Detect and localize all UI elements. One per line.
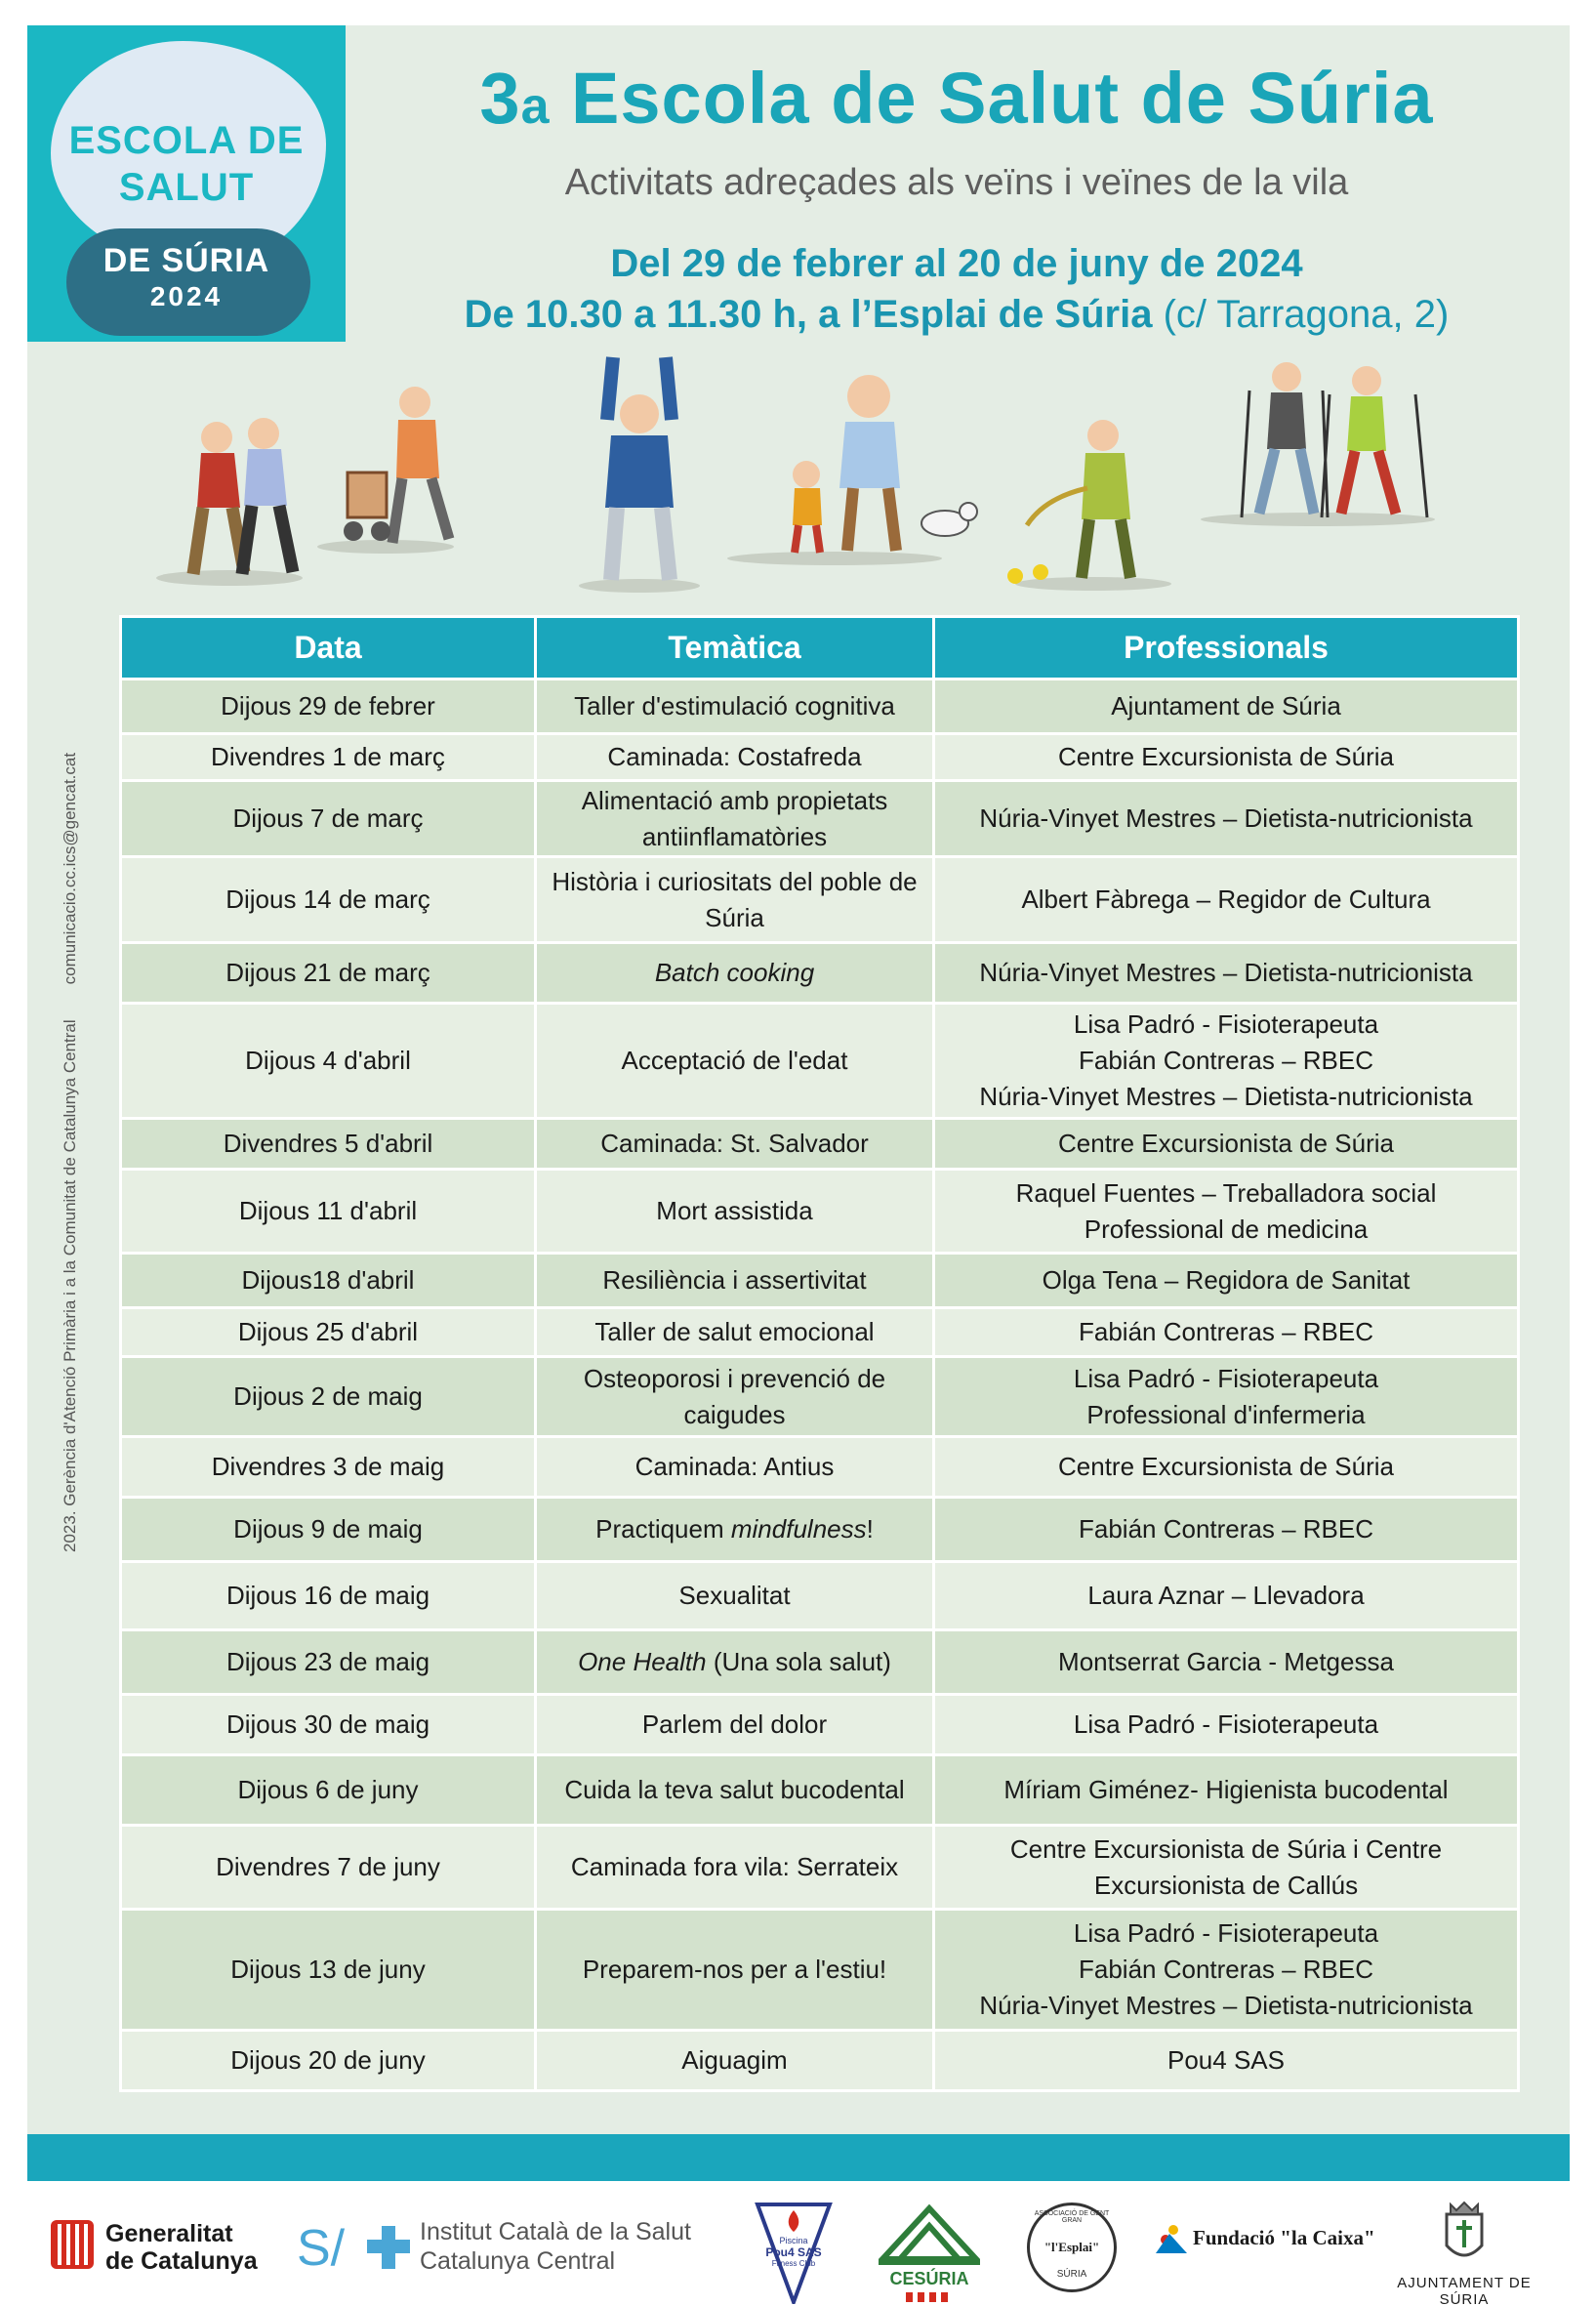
professional-name: Professional de medicina [1084,1214,1369,1244]
ics-line-1: Institut Català de la Salut [420,2218,691,2245]
row-professionals [934,1562,1519,1630]
logo-year: 2024 [149,281,224,311]
row-date: Divendres 3 de maig [121,1437,536,1498]
page-title [371,57,1542,140]
pou4-line-3: Fitness Club [771,2259,816,2268]
row-topic: Osteoporosi i prevenció de caigudes [536,1357,934,1437]
professional-name: Míriam Giménez- Higienista bucodental [1003,1775,1449,1805]
table-row [121,857,1519,943]
logo-line-3: DE SÚRIA [102,242,270,279]
row-date: Divendres 1 de març [121,734,536,781]
table-row [121,1437,1519,1498]
ics-symbol-icon [295,2216,416,2275]
table-row [121,1695,1519,1755]
ajuntament-label: AJUNTAMENT DE SÚRIA [1397,2275,1532,2306]
topic-italic: One Health [578,1647,707,1677]
row-date: Divendres 7 de juny [121,1826,536,1910]
professional-name: Núria-Vinyet Mestres – Dietista-nutricionista [979,803,1473,834]
row-topic: Acceptació de l'edat [536,1004,934,1119]
row-topic: Caminada fora vila: Serrateix [536,1826,934,1910]
row-professionals [934,734,1519,781]
row-topic: Mort assistida [536,1170,934,1254]
table-row [121,1755,1519,1826]
row-professionals [934,1498,1519,1562]
senyera-icon [51,2220,94,2269]
table-header-row [121,617,1519,679]
table-row [121,734,1519,781]
logo-line-1: ESCOLA DE [68,119,305,162]
professional-name: Albert Fàbrega – Regidor de Cultura [1021,885,1431,915]
table-row [121,1630,1519,1695]
gent-gran-ring-text: ASSOCIACIÓ DE GENT GRAN [1034,2210,1110,2224]
row-topic: Aiguagim [536,2031,934,2091]
table-row [121,1562,1519,1630]
row-topic: Cuida la teva salut bucodental [536,1755,934,1826]
venue-address: (c/ Tarragona, 2) [1152,293,1450,336]
row-professionals [934,1826,1519,1910]
row-date: Dijous 30 de maig [121,1695,536,1755]
professional-name: Lisa Padró - Fisioterapeuta [1073,1709,1379,1740]
sponsor-footer [0,2181,1596,2306]
row-date: Dijous 23 de maig [121,1630,536,1695]
row-professionals [934,1357,1519,1437]
row-date: Dijous 9 de maig [121,1498,536,1562]
row-date: Dijous 7 de març [121,781,536,857]
gent-gran-esplai: "l'Esplai" [1044,2240,1100,2254]
header-date: Data [121,617,536,679]
couple-walking-illustration [156,418,303,586]
row-professionals [934,1695,1519,1755]
woman-child-dog-illustration [727,375,977,565]
woman-with-cart-illustration [317,387,454,554]
professional-name: Centre Excursionista de Súria [1058,1129,1394,1159]
row-date: Dijous 21 de març [121,943,536,1004]
professional-name: Ajuntament de Súria [1111,691,1341,721]
topic-text: (Una sola salut) [706,1647,891,1677]
row-date: Dijous 14 de març [121,857,536,943]
topic-italic: mindfulness [730,1514,867,1544]
professional-name: Laura Aznar – Llevadora [1087,1581,1365,1611]
contact-email: comunicacio.cc.ics@gencat.cat [61,752,79,985]
row-date: Dijous 4 d'abril [121,1004,536,1119]
table-row [121,1910,1519,2031]
topic-italic: Batch cooking [654,958,815,988]
professional-name: Professional d'infermeria [1086,1399,1366,1429]
professional-name: Núria-Vinyet Mestres – Dietista-nutricionista [979,958,1473,988]
row-topic: Història i curiositats del poble de Súria [536,857,934,943]
row-professionals [934,1910,1519,2031]
table-row [121,1119,1519,1170]
date-range: Del 29 de febrer al 20 de juny de 2024 [610,242,1303,285]
logo-line-2: SALUT [118,166,255,209]
generalitat-line-2: de Catalunya [105,2247,258,2275]
row-date: Dijous 16 de maig [121,1562,536,1630]
professional-name: Núria-Vinyet Mestres – Dietista-nutricionista [979,1081,1473,1111]
caixa-label: Fundació "la Caixa" [1193,2226,1375,2249]
row-professionals [934,1308,1519,1357]
venue-time: De 10.30 a 11.30 h, a l’Esplai de Súria [464,293,1153,336]
table-row [121,679,1519,734]
row-professionals [934,2031,1519,2091]
row-date: Divendres 5 d'abril [121,1119,536,1170]
row-professionals [934,679,1519,734]
man-stretching-illustration [579,357,700,593]
title-number: 3 [479,58,521,139]
professional-name: Lisa Padró - Fisioterapeuta [1073,1009,1379,1040]
pou4-line-2: Pou4 SAS [765,2245,822,2259]
professional-name: Centre Excursionista de Súria i Centre Excursionista de Callús [1009,1833,1443,1900]
professional-name: Lisa Padró - Fisioterapeuta [1073,1363,1379,1393]
topic-text: ! [866,1514,874,1544]
table-row [121,1308,1519,1357]
professional-name: Fabián Contreras – RBEC [1078,1514,1374,1544]
man-gardening-illustration [1007,420,1171,591]
row-date: Dijous 2 de maig [121,1357,536,1437]
row-topic: Caminada: Antius [536,1437,934,1498]
table-row [121,1357,1519,1437]
professional-name: Raquel Fuentes – Treballadora social [1015,1177,1437,1208]
professional-name: Fabián Contreras – RBEC [1078,1046,1374,1076]
row-date: Dijous 29 de febrer [121,679,536,734]
topic-text: Practiquem [595,1514,731,1544]
page-subtitle: Activitats adreçades als veïns i veïnes de la vila [564,162,1349,203]
generalitat-line-1: Generalitat [105,2220,233,2247]
row-topic [536,1630,934,1695]
professional-name: Fabián Contreras – RBEC [1078,1955,1374,1985]
row-professionals [934,781,1519,857]
row-date: Dijous18 d'abril [121,1254,536,1308]
row-topic: Alimentació amb propietats antiinflamatòries [536,781,934,857]
table-row [121,1170,1519,1254]
row-topic: Parlem del dolor [536,1695,934,1755]
row-topic: Resiliència i assertivitat [536,1254,934,1308]
row-professionals [934,1170,1519,1254]
row-topic [536,1498,934,1562]
credit-text: 2023. Gerència d'Atenció Primària i a la Comunitat de Catalunya Central [61,1019,79,1552]
row-date: Dijous 11 d'abril [121,1170,536,1254]
row-professionals [934,1630,1519,1695]
schedule-table [119,615,1520,2092]
footer-accent-bar [27,2134,1570,2181]
table-row [121,2031,1519,2091]
header-topic: Temàtica [536,617,934,679]
table-row [121,1004,1519,1119]
professional-name: Lisa Padró - Fisioterapeuta [1073,1918,1379,1949]
row-topic: Caminada: St. Salvador [536,1119,934,1170]
professional-name: Núria-Vinyet Mestres – Dietista-nutricionista [979,1990,1473,2020]
nordic-walkers-illustration [1201,362,1435,526]
professional-name: Centre Excursionista de Súria [1058,1452,1394,1482]
table-row [121,943,1519,1004]
row-professionals [934,943,1519,1004]
elderly-activities-illustration [146,351,1494,605]
cesuria-label: CESÚRIA [889,2269,969,2288]
row-date: Dijous 20 de juny [121,2031,536,2091]
table-row [121,1498,1519,1562]
row-professionals [934,857,1519,943]
row-professionals [934,1119,1519,1170]
row-professionals [934,1755,1519,1826]
professional-name: Centre Excursionista de Súria [1058,742,1394,772]
row-date: Dijous 6 de juny [121,1755,536,1826]
escola-de-salut-logo [27,25,346,342]
ics-line-2: Catalunya Central [420,2247,616,2275]
row-professionals [934,1254,1519,1308]
row-topic: Sexualitat [536,1562,934,1630]
row-topic [536,943,934,1004]
coat-of-arms-icon [1439,2201,1490,2267]
row-topic: Taller d'estimulació cognitiva [536,679,934,734]
row-topic: Preparem-nos per a l'estiu! [536,1910,934,2031]
title-ordinal: a [520,78,551,135]
professional-name: Pou4 SAS [1167,2045,1285,2076]
table-row [121,781,1519,857]
row-professionals [934,1437,1519,1498]
professional-name: Fabián Contreras – RBEC [1078,1317,1374,1347]
header-professionals: Professionals [934,617,1519,679]
venue-line [371,293,1542,337]
cesuria-stripes [906,2292,951,2302]
row-professionals [934,1004,1519,1119]
gent-gran-suria: SÚRIA [1056,2269,1087,2280]
side-credit-note [61,713,80,1552]
pou4-line-1: Piscina [779,2236,808,2245]
svg-text:S/: S/ [297,2220,346,2275]
title-text: Escola de Salut de Súria [550,58,1434,139]
professional-name: Olga Tena – Regidora de Sanitat [1042,1265,1411,1296]
row-date: Dijous 25 d'abril [121,1308,536,1357]
professional-name: Montserrat Garcia - Metgessa [1058,1647,1394,1677]
table-row [121,1254,1519,1308]
mountain-icon [879,2203,980,2269]
table-row [121,1826,1519,1910]
row-topic: Taller de salut emocional [536,1308,934,1357]
caixa-star-icon [1154,2224,1189,2255]
row-date: Dijous 13 de juny [121,1910,536,2031]
row-topic: Caminada: Costafreda [536,734,934,781]
